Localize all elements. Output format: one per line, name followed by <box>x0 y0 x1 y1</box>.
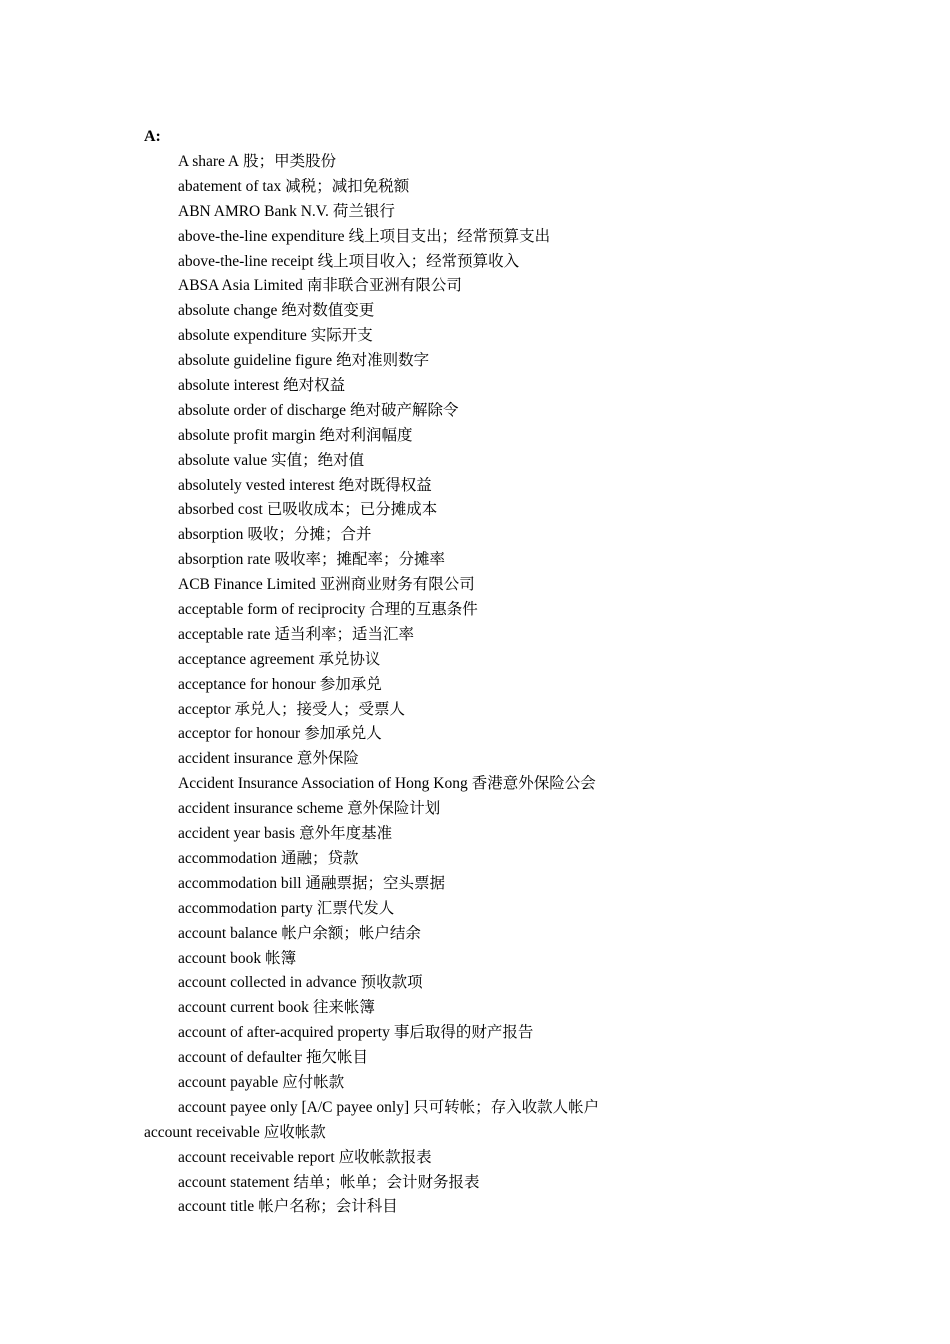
glossary-entry <box>144 1122 904 1147</box>
entry-translation: 帐户名称；会计科目 <box>258 1198 398 1216</box>
entry-translation: 线上项目收入；经常预算收入 <box>317 252 520 270</box>
entry-translation: 线上项目支出；经常预算支出 <box>348 227 551 245</box>
entry-term: absolutely vested interest <box>178 476 335 494</box>
entry-term: account payable <box>178 1073 279 1091</box>
entry-term: accommodation <box>178 849 277 867</box>
glossary-entry <box>144 798 904 823</box>
glossary-entry <box>144 1097 904 1122</box>
entry-translation: 绝对既得权益 <box>338 476 432 494</box>
glossary-entry <box>144 1147 904 1172</box>
glossary-entry <box>144 599 904 624</box>
glossary-entry <box>144 699 904 724</box>
entry-term: absolute profit margin <box>178 426 316 444</box>
entry-translation: 帐户余额；帐户结余 <box>281 924 421 942</box>
entry-term: account of after-acquired property <box>178 1024 390 1042</box>
entry-term: absolute value <box>178 451 268 469</box>
glossary-entry <box>144 400 904 425</box>
entry-translation: 股；甲类股份 <box>243 153 337 170</box>
entry-translation: 绝对破产解除令 <box>350 401 459 419</box>
entry-translation: 事后取得的财产报告 <box>393 1024 534 1042</box>
glossary-entry <box>144 1047 904 1072</box>
entry-translation: 减税；减扣免税额 <box>285 177 410 195</box>
entry-term: accident insurance scheme <box>178 800 344 818</box>
glossary-entry <box>144 226 904 251</box>
entry-translation: 承兑人；接受人；受票人 <box>234 700 406 718</box>
entry-term: accident year basis <box>178 825 296 843</box>
glossary-entry <box>144 674 904 699</box>
entry-translation: 帐簿 <box>265 949 297 967</box>
entry-term: absolute interest <box>178 377 280 395</box>
entry-term: absolute order of discharge <box>178 401 347 419</box>
entry-translation: 汇票代发人 <box>316 899 395 917</box>
glossary-entry <box>144 350 904 375</box>
entry-translation: 应收帐款报表 <box>338 1148 432 1166</box>
entry-translation: 应付帐款 <box>282 1073 345 1091</box>
glossary-entry <box>144 251 904 276</box>
entry-term: absolute guideline figure <box>178 352 333 370</box>
entry-translation: 绝对权益 <box>283 377 346 395</box>
entry-translation: 吸收；分摊；合并 <box>247 526 372 544</box>
glossary-entry <box>144 1196 904 1221</box>
entry-translation: 实际开支 <box>310 327 373 345</box>
glossary-entry <box>144 873 904 898</box>
glossary-entry <box>144 923 904 948</box>
entry-term: absorbed cost <box>178 501 263 519</box>
entry-translation: 吸收率；摊配率；分摊率 <box>274 551 446 569</box>
entry-term: account receivable <box>144 1123 260 1141</box>
glossary-entry <box>144 748 904 773</box>
entry-translation: 预收款项 <box>360 974 423 992</box>
entry-translation: 承兑协议 <box>318 650 381 668</box>
entry-translation: 绝对利润幅度 <box>319 426 413 444</box>
entry-term: above-the-line receipt <box>178 252 314 270</box>
entry-term: absorption <box>178 526 244 544</box>
entry-term: absolute expenditure <box>178 327 307 345</box>
entry-term: account statement <box>178 1173 290 1191</box>
entry-term: A share A <box>178 153 240 170</box>
glossary-entry <box>144 151 904 176</box>
entry-translation: 实值；绝对值 <box>271 451 365 469</box>
entry-translation: 适当利率；适当汇率 <box>274 625 415 643</box>
entry-translation: 参加承兑 <box>319 675 382 693</box>
entry-translation: 通融；贷款 <box>281 849 359 867</box>
glossary-entry <box>144 475 904 500</box>
glossary-entry <box>144 574 904 599</box>
entry-translation: 南非联合亚洲有限公司 <box>306 277 462 295</box>
entry-translation: 荷兰银行 <box>332 202 395 220</box>
entry-term: absolute change <box>178 302 278 320</box>
entry-term: accident insurance <box>178 750 293 768</box>
entry-translation: 往来帐簿 <box>312 999 375 1017</box>
entry-translation: 意外保险计划 <box>347 800 441 818</box>
entry-translation: 拖欠帐目 <box>305 1049 368 1067</box>
glossary-entry <box>144 948 904 973</box>
glossary-entry <box>144 499 904 524</box>
glossary-entry <box>144 1022 904 1047</box>
entry-term: acceptor <box>178 700 231 718</box>
entry-term: acceptable form of reciprocity <box>178 601 366 619</box>
entry-translation: 合理的互惠条件 <box>369 601 478 619</box>
entry-term: acceptor for honour <box>178 725 301 743</box>
entry-translation: 意外保险 <box>296 750 359 768</box>
entry-term: accommodation bill <box>178 874 302 892</box>
entry-translation: 绝对数值变更 <box>281 302 375 320</box>
glossary-entry <box>144 898 904 923</box>
entry-term: ABSA Asia Limited <box>178 277 303 295</box>
glossary-entry <box>144 1072 904 1097</box>
glossary-entry <box>144 823 904 848</box>
glossary-entry <box>144 997 904 1022</box>
glossary-entry <box>144 375 904 400</box>
entry-term: account collected in advance <box>178 974 357 992</box>
entry-term: Accident Insurance Association of Hong Kong <box>178 775 468 793</box>
entry-translation: 意外年度基准 <box>299 825 393 843</box>
glossary-entry <box>144 773 904 798</box>
glossary-list <box>144 151 904 1221</box>
glossary-entry <box>144 1172 904 1197</box>
glossary-entry <box>144 649 904 674</box>
entry-term: abatement of tax <box>178 177 282 195</box>
entry-term: absorption rate <box>178 551 271 569</box>
glossary-entry <box>144 972 904 997</box>
entry-translation: 已吸收成本；已分摊成本 <box>266 501 438 519</box>
entry-term: account receivable report <box>178 1148 335 1166</box>
glossary-entry <box>144 176 904 201</box>
entry-term: account current book <box>178 999 309 1017</box>
entry-term: account balance <box>178 924 278 942</box>
entry-translation: 通融票据；空头票据 <box>305 874 446 892</box>
glossary-entry <box>144 325 904 350</box>
glossary-entry <box>144 524 904 549</box>
entry-translation: 结单；帐单；会计财务报表 <box>293 1173 480 1191</box>
entry-translation: 绝对准则数字 <box>336 352 430 370</box>
glossary-entry <box>144 300 904 325</box>
entry-term: acceptable rate <box>178 625 271 643</box>
entry-term: account title <box>178 1198 255 1216</box>
glossary-entry <box>144 275 904 300</box>
entry-term: accommodation party <box>178 899 313 917</box>
glossary-entry <box>144 848 904 873</box>
glossary-entry <box>144 450 904 475</box>
entry-translation: 参加承兑人 <box>304 725 382 743</box>
glossary-entry <box>144 723 904 748</box>
entry-translation: 应收帐款 <box>263 1123 326 1141</box>
entry-translation: 亚洲商业财务有限公司 <box>319 576 475 594</box>
glossary-entry <box>144 425 904 450</box>
entry-term: account book <box>178 949 262 967</box>
glossary-entry <box>144 624 904 649</box>
entry-term: ACB Finance Limited <box>178 576 316 594</box>
entry-term: account of defaulter <box>178 1049 302 1067</box>
section-heading: A: <box>144 128 161 145</box>
entry-term: account payee only [A/C payee only] <box>178 1098 410 1116</box>
entry-term: above-the-line expenditure <box>178 227 345 245</box>
entry-term: acceptance for honour <box>178 675 316 693</box>
entry-term: acceptance agreement <box>178 650 315 668</box>
glossary-entry <box>144 549 904 574</box>
entry-translation: 香港意外保险公会 <box>471 775 596 793</box>
entry-term: ABN AMRO Bank N.V. <box>178 202 329 220</box>
glossary-entry <box>144 201 904 226</box>
entry-translation: 只可转帐；存入收款人帐户 <box>413 1098 600 1116</box>
